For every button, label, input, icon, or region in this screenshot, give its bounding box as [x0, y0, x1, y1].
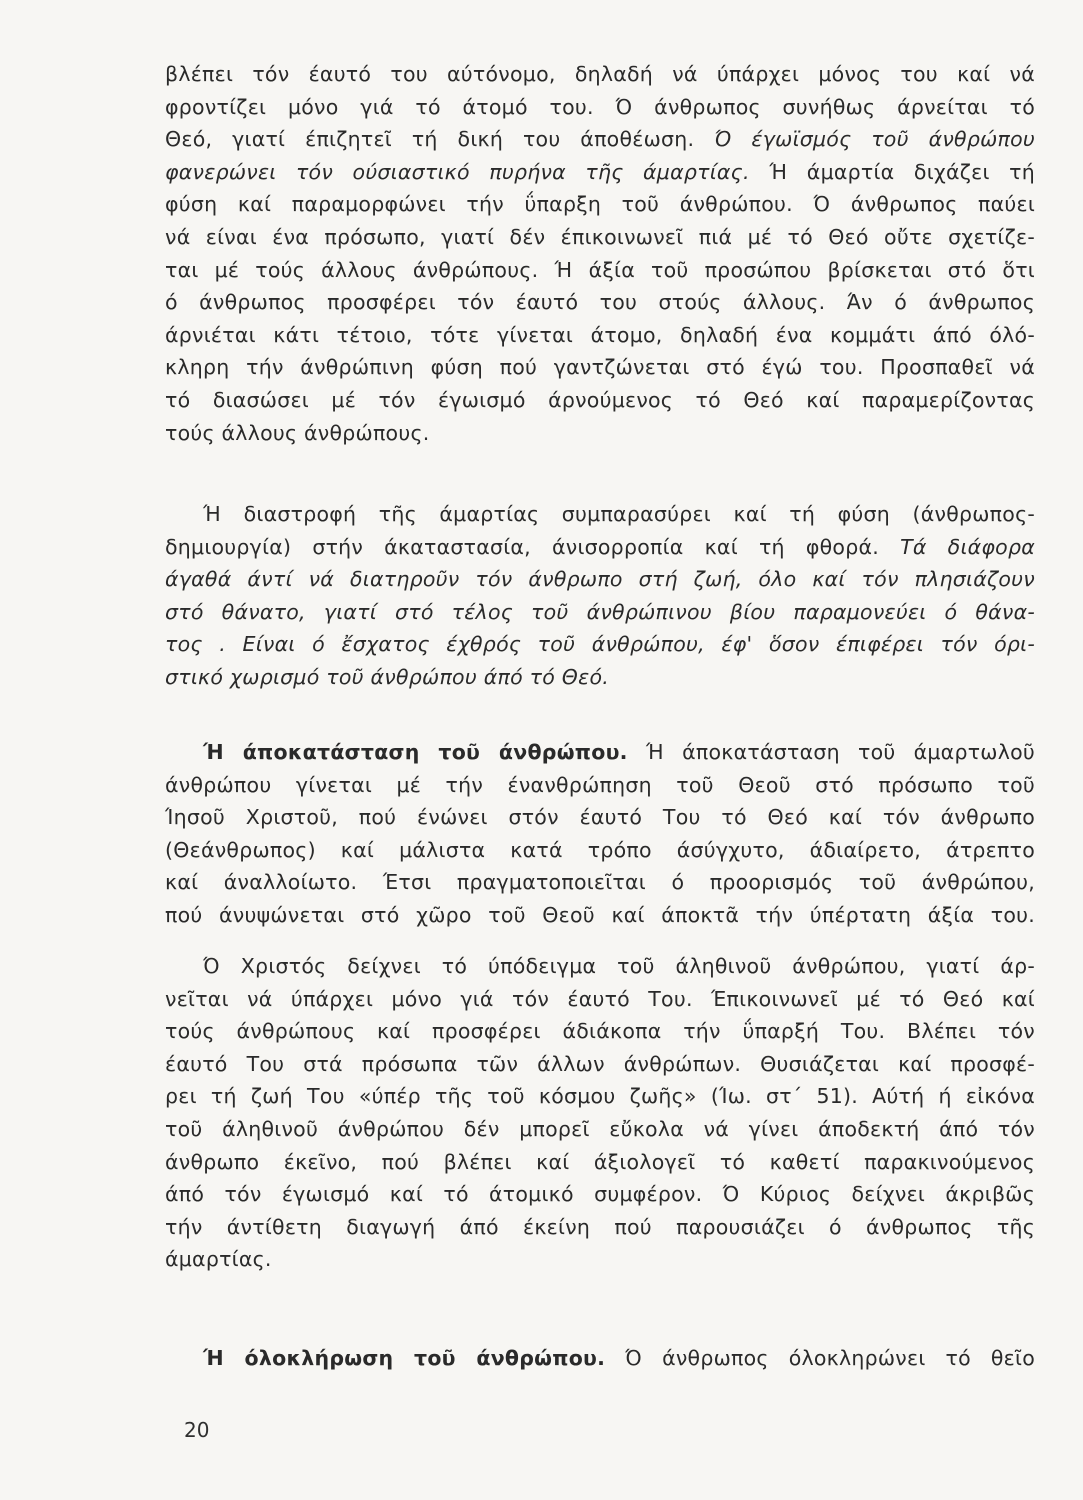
- text-line: ρει τή ζωή Του «ύπέρ τῆς τοῦ κόσμου ζωῆς» (Ίω. στ΄ 51). Αύτή ή εἰκόνα: [165, 1084, 1035, 1109]
- text-run: Θεό, γιατί έπιζητεῖ τή δική του άποθέωση.: [165, 127, 715, 152]
- text-line: [165, 628, 1035, 661]
- text-line: Ό Χριστός δείχνει τό ύπόδειγμα τοῦ άληθινοῦ άνθρώπου, γιατί άρ-: [203, 954, 1035, 978]
- text-line: στικό χωρισμό τοῦ άνθρώπου άπό τό Θεό.: [165, 664, 610, 689]
- section-heading: Ή όλοκλήρωση τοῦ άνθρώπου.: [203, 1346, 606, 1370]
- paragraph-3: [165, 736, 1035, 932]
- text-line: (Θεάνθρωπος) καί μάλιστα κατά τρόπο άσύγχυτο, άδιαίρετο, άτρεπτο: [165, 837, 1035, 862]
- text-line: ό άνθρωπος προσφέρει τόν έαυτό του στούς άλλους. Άν ό άνθρωπος: [165, 290, 1035, 315]
- text-line: άνθρωπο έκεῖνο, πού βλέπει καί άξιολογεῖ τό καθετί παρακινούμενος: [165, 1149, 1035, 1174]
- text-line: άγαθά άντί νά διατηροῦν τόν άνθρωπο στή ζωή, όλο καί τόν πλησιάζουν: [165, 567, 1035, 592]
- text-line: τό διασώσει μέ τόν έγωισμό άρνούμενος τό Θεό καί παραμερίζοντας: [165, 387, 1035, 412]
- page-number: 20: [184, 1418, 210, 1442]
- text-line: βλέπει τόν έαυτό του αύτόνομο, δηλαδή νά ύπάρχει μόνος του καί νά: [165, 62, 1035, 86]
- text-run: Ή άποκατάσταση τοῦ άμαρτωλοῦ: [627, 740, 1035, 764]
- text-line: καί άναλλοίωτο. Έτσι πραγματοποιεῖται ό προορισμός τοῦ άνθρώπου,: [165, 870, 1035, 895]
- text-line: τούς άλλους άνθρώπους.: [165, 420, 430, 445]
- paragraph-2: [165, 498, 1035, 694]
- text-line: κληρη τήν άνθρώπινη φύση πού γαντζώνεται στό έγώ του. Προσπαθεῖ νά: [165, 355, 1035, 380]
- text-line: Ίησοῦ Χριστοῦ, πού ένώνει στόν έαυτό Του τό Θεό καί τόν άνθρωπο: [165, 805, 1035, 830]
- text-line: [165, 156, 1035, 189]
- text-run: Ό άνθρωπος όλοκληρώνει τό θεῖο: [605, 1346, 1035, 1370]
- paragraph-4: [165, 950, 1035, 1276]
- text-line: πού άνυψώνεται στό χῶρο τοῦ Θεοῦ καί άποκτᾶ τήν ύπέρτατη άξία του.: [165, 902, 1035, 927]
- section-heading: Ή άποκατάσταση τοῦ άνθρώπου.: [203, 740, 628, 764]
- text-line: έαυτό Του στά πρόσωπα τῶν άλλων άνθρώπων. Θυσιάζεται καί προσφέ-: [165, 1051, 1035, 1076]
- text-line: [165, 1342, 1035, 1375]
- text-line: άρνιέται κάτι τέτοιο, τότε γίνεται άτομο, δηλαδή ένα κομμάτι άπό όλό-: [165, 322, 1035, 347]
- text-line: τήν άντίθετη διαγωγή άπό έκείνη πού παρουσιάζει ό άνθρωπος τῆς: [165, 1214, 1035, 1239]
- text-line: τούς άνθρώπους καί προσφέρει άδιάκοπα τήν ΰπαρξή Του. Βλέπει τόν: [165, 1019, 1035, 1044]
- text-line: άνθρώπου γίνεται μέ τήν ένανθρώπηση τοῦ Θεοῦ στό πρόσωπο τοῦ: [165, 772, 1035, 797]
- text-line: φροντίζει μόνο γιά τό άτομό του. Ό άνθρωπος συνήθως άρνείται τό: [165, 94, 1035, 119]
- text-line: άπό τόν έγωισμό καί τό άτομικό συμφέρον. Ό Κύριος δείχνει άκριβῶς: [165, 1182, 1035, 1207]
- italic-run: τος .: [165, 632, 243, 657]
- text-line: ται μέ τούς άλλους άνθρώπους. Ή άξία τοῦ προσώπου βρίσκεται στό ὅτι: [165, 257, 1035, 282]
- text-line: νά είναι ένα πρόσωπο, γιατί δέν έπικοινωνεῖ πιά μέ τό Θεό οὔτε σχετίζε-: [165, 224, 1035, 249]
- italic-run: Ό έγωϊσμός τοῦ άνθρώπου: [714, 127, 1036, 152]
- text-line: άμαρτίας.: [165, 1247, 272, 1272]
- text-line: φύση καί παραμορφώνει τήν ΰπαρξη τοῦ άνθρώπου. Ό άνθρωπος παύει: [165, 192, 1035, 217]
- text-line: τοῦ άληθινοῦ άνθρώπου δέν μπορεῖ εὔκολα νά γίνει άποδεκτή άπό τόν: [165, 1116, 1035, 1141]
- italic-run: Τά διάφορα: [900, 534, 1035, 559]
- text-line: νεῖται νά ύπάρχει μόνο γιά τόν έαυτό Του. Έπικοινωνεῖ μέ τό Θεό καί: [165, 986, 1035, 1011]
- paragraph-5: [165, 1342, 1035, 1375]
- text-line: [165, 123, 1035, 156]
- text-run: Ή άμαρτία διχάζει τή: [769, 159, 1035, 184]
- text-line: στό θάνατο, γιατί στό τέλος τοῦ άνθρώπινου βίου παραμονεύει ό θάνα-: [165, 599, 1035, 624]
- paragraph-1: [165, 58, 1035, 449]
- italic-run: φανερώνει τόν ούσιαστικό πυρήνα τῆς άμαρτίας.: [165, 159, 770, 184]
- text-run: δημιουργία) στήν άκαταστασία, άνισορροπία καί τή φθορά.: [165, 534, 901, 559]
- text-line: [165, 531, 1035, 564]
- text-line: Ή διαστροφή τῆς άμαρτίας συμπαρασύρει καί τή φύση (άνθρωπος-: [203, 502, 1035, 526]
- text-line: [165, 736, 1035, 769]
- italic-run: Είναι ό ἔσχατος έχθρός τοῦ άνθρώπου, έφ' ὅσον έπιφέρει τόν όρι-: [242, 632, 1036, 657]
